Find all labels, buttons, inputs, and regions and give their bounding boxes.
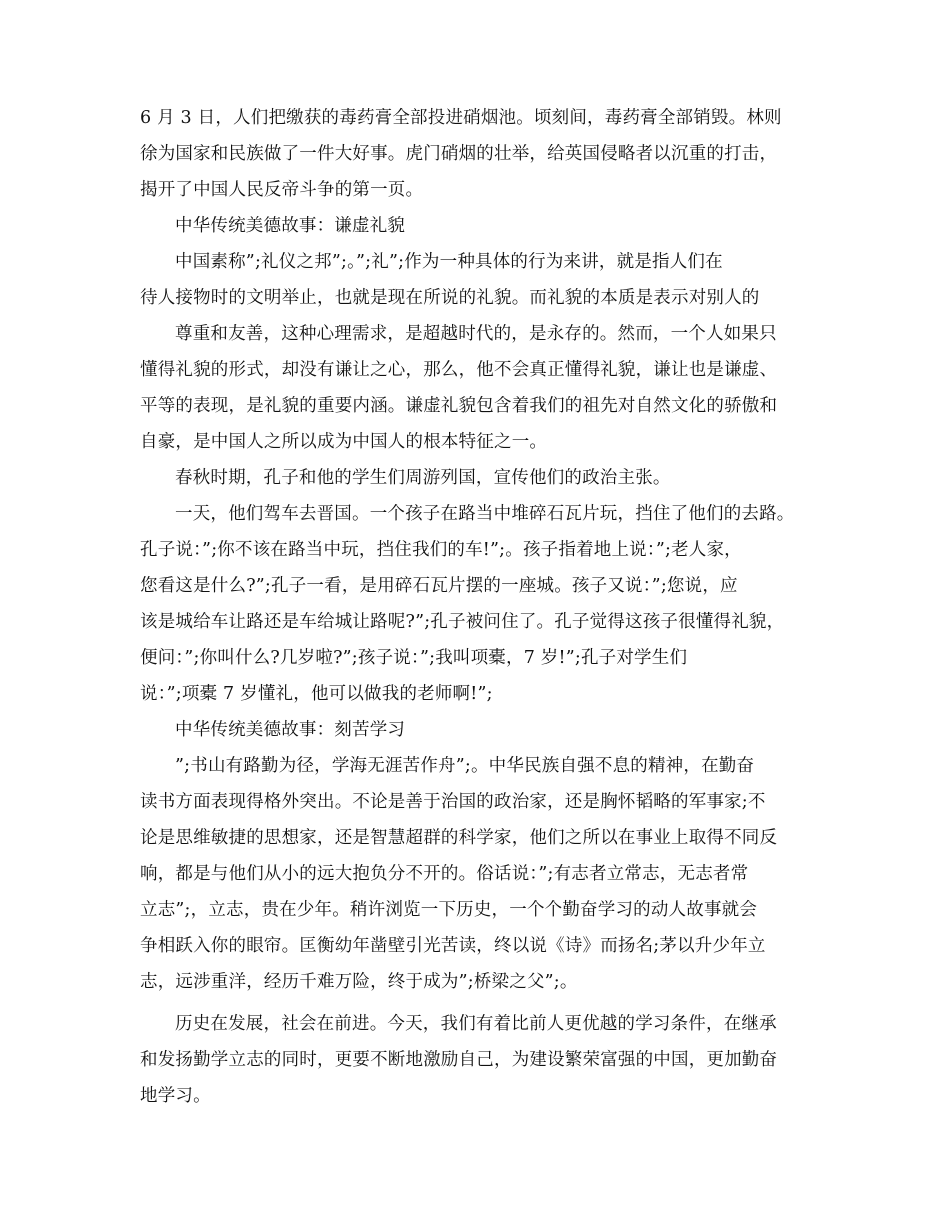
- text-line: 历史在发展，社会在前进。今天，我们有着比前人更优越的学习条件，在继承: [175, 1014, 777, 1034]
- text-line: 揭开了中国人民反帝斗争的第一页。: [140, 180, 424, 200]
- text-line: 便问：”;你叫什么?几岁啦?”;孩子说：”;我叫项橐，7 岁!”;孔子对学生们: [140, 648, 688, 668]
- text-line: 6 月 3 日，人们把缴获的毒药膏全部投进硝烟池。顷刻间，毒药膏全部销毁。林则: [140, 108, 782, 128]
- text-line: 平等的表现，是礼貌的重要内涵。谦虚礼貌包含着我们的祖先对自然文化的骄傲和: [140, 396, 778, 416]
- text-line: 徐为国家和民族做了一件大好事。虎门硝烟的壮举，给英国侵略者以沉重的打击，: [140, 144, 778, 164]
- text-line: 该是城给车让路还是车给城让路呢?”;孔子被问住了。孔子觉得这孩子很懂得礼貌，: [140, 612, 785, 632]
- text-line: 和发扬勤学立志的同时，更要不断地激励自己，为建设繁荣富强的中国，更加勤奋: [140, 1050, 778, 1070]
- section-heading: 中华传统美德故事：谦虚礼貌: [175, 216, 406, 236]
- text-line: 地学习。: [140, 1086, 211, 1106]
- text-line: 待人接物时的文明举止，也就是现在所说的礼貌。而礼貌的本质是表示对别人的: [140, 288, 760, 308]
- text-line: 您看这是什么?”;孔子一看，是用碎石瓦片摆的一座城。孩子又说：”;您说，应: [140, 576, 738, 596]
- section-heading: 中华传统美德故事：刻苦学习: [175, 720, 406, 740]
- text-line: 响，都是与他们从小的远大抱负分不开的。俗话说：”;有志者立常志，无志者常: [140, 864, 749, 884]
- text-line: 懂得礼貌的形式，却没有谦让之心，那么，他不会真正懂得礼貌，谦让也是谦虚、: [140, 360, 778, 380]
- text-line: 自豪，是中国人之所以成为中国人的根本特征之一。: [140, 432, 548, 452]
- text-line: ”;书山有路勤为径，学海无涯苦作舟”;。中华民族自强不息的精神，在勤奋: [175, 756, 755, 776]
- text-line: 春秋时期，孔子和他的学生们周游列国，宣传他们的政治主张。: [175, 468, 671, 488]
- text-line: 争相跃入你的眼帘。匡衡幼年凿壁引光苦读，终以说《诗》而扬名;茅以升少年立: [140, 936, 766, 956]
- text-line: 论是思维敏捷的思想家，还是智慧超群的科学家，他们之所以在事业上取得不同反: [140, 828, 778, 848]
- text-line: 说：”;项橐 7 岁懂礼，他可以做我的老师啊!”;: [140, 684, 493, 704]
- text-line: 中国素称”;礼仪之邦”;。”;礼”;作为一种具体的行为来讲，就是指人们在: [175, 252, 723, 272]
- text-line: 志，远涉重洋，经历千难万险，终于成为”;桥梁之父”;。: [140, 972, 578, 992]
- text-line: 尊重和友善，这种心理需求，是超越时代的，是永存的。然而，一个人如果只: [175, 324, 777, 344]
- text-line: 立志”;，立志，贵在少年。稍许浏览一下历史，一个个勤奋学习的动人故事就会: [140, 900, 758, 920]
- text-line: 一天，他们驾车去晋国。一个孩子在路当中堆碎石瓦片玩，挡住了他们的去路。: [175, 504, 795, 524]
- text-line: 读书方面表现得格外突出。不论是善于治国的政治家，还是胸怀韬略的军事家;不: [140, 792, 766, 812]
- text-line: 孔子说：”;你不该在路当中玩，挡住我们的车!”;。孩子指着地上说：”;老人家，: [140, 540, 742, 560]
